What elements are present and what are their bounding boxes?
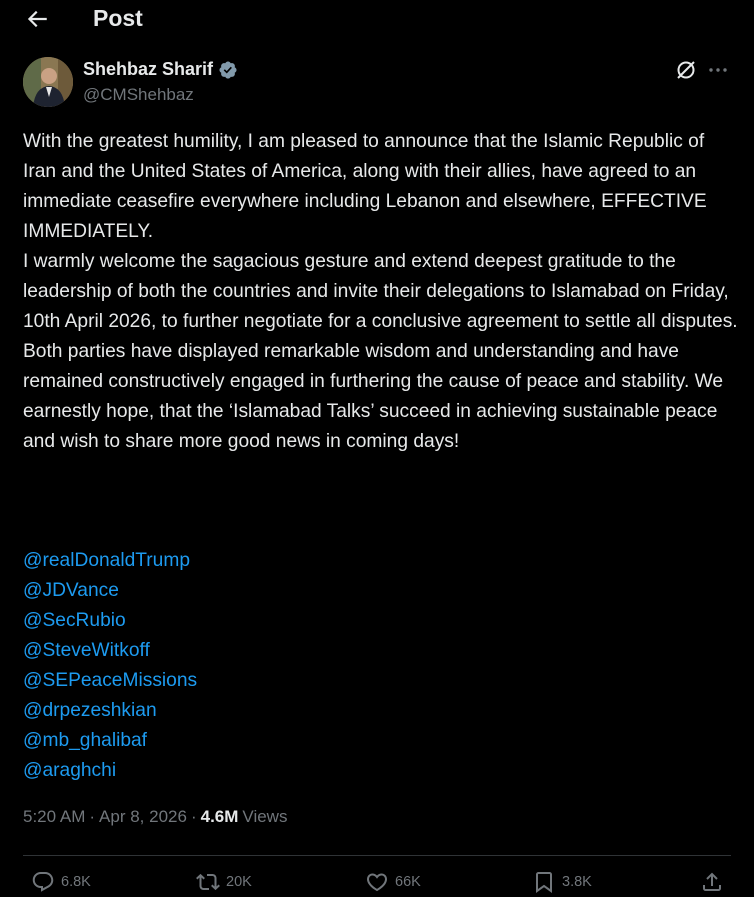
views-count: 4.6M [200,807,239,826]
share-button[interactable] [700,870,724,894]
back-arrow-icon[interactable] [24,6,50,32]
views-label: Views [242,807,288,826]
mention-link[interactable]: @SteveWitkoff [23,640,150,661]
author-name-row [83,59,238,80]
action-bar [0,862,754,897]
meta-separator: · [190,807,197,826]
heart-icon [365,870,389,894]
mention-link[interactable]: @JDVance [23,580,119,601]
divider [23,855,731,856]
author-name[interactable]: Shehbaz Sharif [83,59,214,79]
post-meta [23,807,287,827]
grok-icon[interactable] [674,58,698,82]
bookmark-button[interactable] [532,870,592,894]
post-time[interactable]: 5:20 AM [23,807,86,826]
author-handle[interactable]: @CMShehbaz [83,85,194,104]
page-title: Post [93,5,143,31]
meta-separator: · [89,807,96,826]
post-body-text: With the greatest humility, I am pleased to announce that the Islamic Republic of Iran and the United States of America, along with their allies, have agreed to an immediate ceasefire everywhere including Lebanon and elsewhere, EFFECTIVE IMMEDIATELY. I warmly welcome the sagacious gesture and extend deepest gratitude to the leadership of both the countries and invite their delegations to Islamabad on Friday, 10th April 2026, to further negotiate for a conclusive agreement to settle all disputes. Both parties have displayed remarkable wisdom and understanding and have remained constructively engaged in furthering the cause of peace and stability. We earnestly hope, that the ‘Islamabad Talks’ succeed in achieving sustainable peace and wish to share more good news in coming days! [23,131,738,452]
mention-link[interactable]: @araghchi [23,760,117,781]
mention-link[interactable]: @SEPeaceMissions [23,670,198,691]
verified-badge-icon [218,60,238,80]
bookmark-icon [532,870,556,894]
mention-link[interactable]: @realDonaldTrump [23,550,191,571]
reply-count: 6.8K [61,874,91,890]
mentions-list [23,546,197,786]
like-count: 66K [395,874,421,890]
reply-icon [31,870,55,894]
repost-icon [196,870,220,894]
mention-link[interactable]: @drpezeshkian [23,700,157,721]
more-options-icon[interactable] [706,58,730,82]
share-icon [700,870,724,894]
mention-link[interactable]: @SecRubio [23,610,126,631]
mention-link[interactable]: @mb_ghalibaf [23,730,148,751]
post-date[interactable]: Apr 8, 2026 [99,807,187,826]
bookmark-count: 3.8K [562,874,592,890]
avatar[interactable] [23,57,73,107]
top-bar [0,0,754,38]
repost-button[interactable] [196,870,252,894]
like-button[interactable] [365,870,421,894]
reply-button[interactable] [31,870,91,894]
repost-count: 20K [226,874,252,890]
